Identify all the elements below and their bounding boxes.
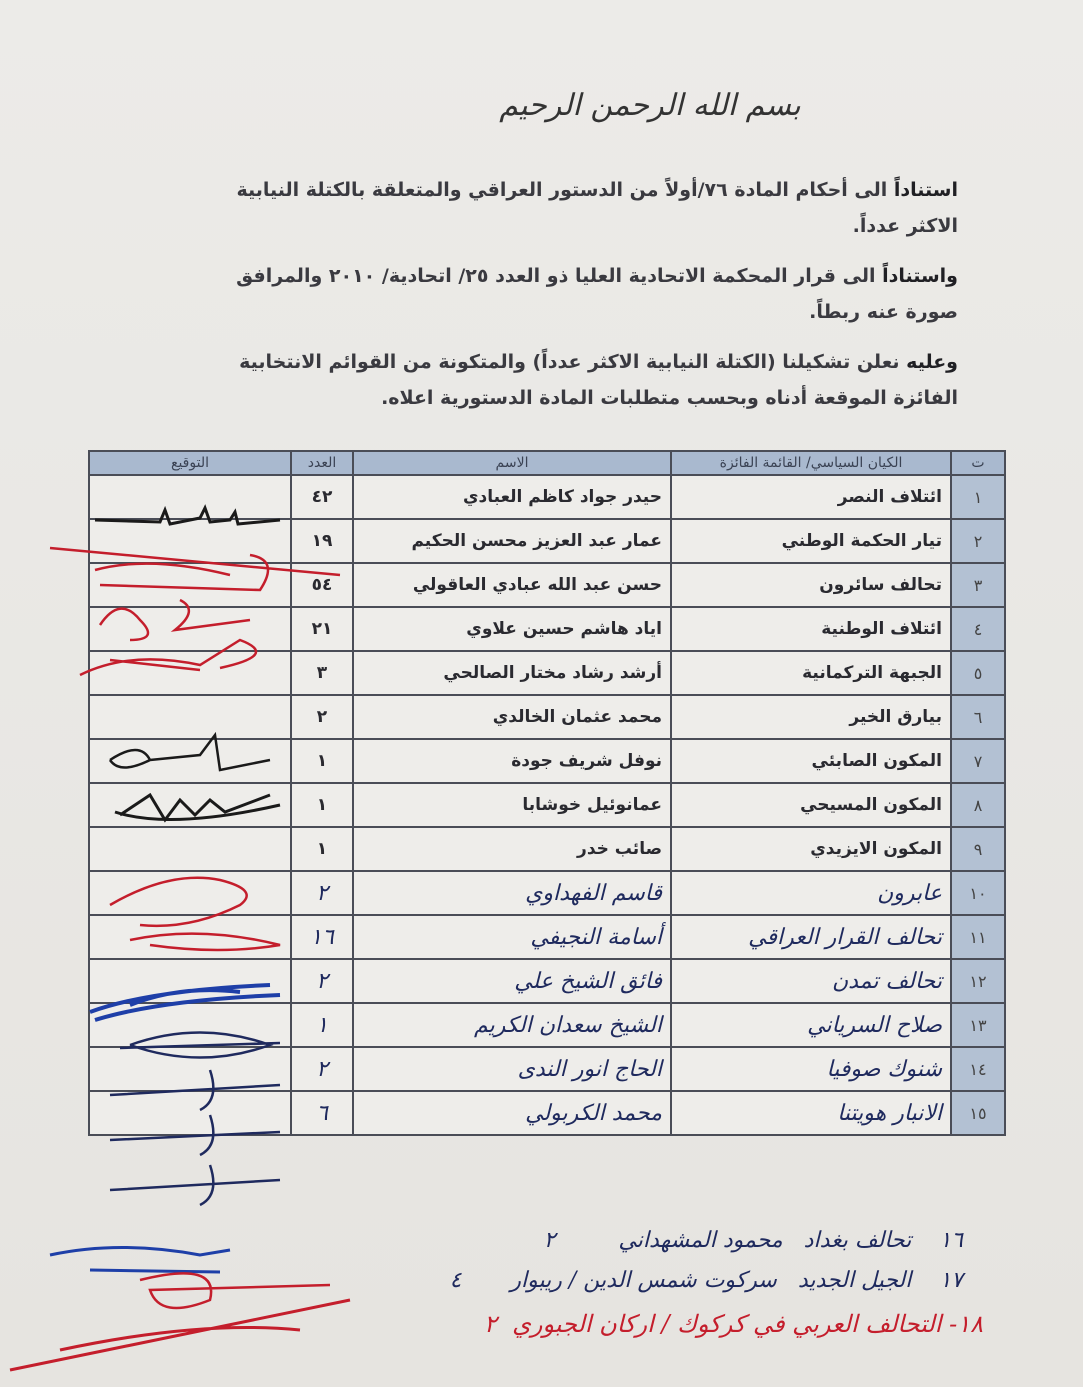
row-count: ٢: [291, 871, 353, 915]
row-entity: تحالف القرار العراقي: [671, 915, 951, 959]
row-number: ١٠: [951, 871, 1005, 915]
header-signature: التوقيع: [89, 451, 291, 475]
coalition-table: [88, 450, 1006, 1136]
row-name: الشيخ سعدان الكريم: [353, 1003, 671, 1047]
paragraph-lead: واستناداً: [882, 265, 958, 287]
table-row: [89, 1091, 1005, 1135]
row-number: ٦: [951, 695, 1005, 739]
row-count: ٢: [291, 695, 353, 739]
table-row: [89, 1003, 1005, 1047]
table-row: [89, 695, 1005, 739]
row-entity: تيار الحكمة الوطني: [671, 519, 951, 563]
row-name: صائب خدر: [353, 827, 671, 871]
row-name: عمار عبد العزيز محسن الحكيم: [353, 519, 671, 563]
table-row: [89, 827, 1005, 871]
entry-count: ٢: [543, 1228, 556, 1253]
header-name: الاسم: [353, 451, 671, 475]
row-signature: [89, 871, 291, 915]
entry-name: محمود المشهداني: [618, 1228, 783, 1253]
row-entity: بيارق الخير: [671, 695, 951, 739]
row-signature: [89, 695, 291, 739]
row-signature: [89, 827, 291, 871]
row-entity: المكون الصابئي: [671, 739, 951, 783]
row-count: ٥٤: [291, 563, 353, 607]
row-number: ٢: [951, 519, 1005, 563]
row-number: ١٥: [951, 1091, 1005, 1135]
preamble-paragraph-2: [198, 258, 958, 330]
entry-count: ٢: [483, 1310, 497, 1338]
table-row: [89, 563, 1005, 607]
row-signature: [89, 519, 291, 563]
row-number: ٨: [951, 783, 1005, 827]
row-entity: تحالف تمدن: [671, 959, 951, 1003]
row-number: ٥: [951, 651, 1005, 695]
row-count: ٤٢: [291, 475, 353, 519]
paragraph-lead: وعليه: [906, 351, 958, 373]
row-name: محمد الكربولي: [353, 1091, 671, 1135]
table-row: [89, 519, 1005, 563]
table-row: [89, 1047, 1005, 1091]
table-row: [89, 783, 1005, 827]
handwritten-entry-17: [450, 1268, 963, 1293]
row-number: ٩: [951, 827, 1005, 871]
row-entity: عابرون: [671, 871, 951, 915]
row-signature: [89, 959, 291, 1003]
row-name: الحاج انور الندى: [353, 1047, 671, 1091]
table-row: [89, 607, 1005, 651]
row-number: ١٣: [951, 1003, 1005, 1047]
row-name: عمانوئيل خوشابا: [353, 783, 671, 827]
row-count: ٣: [291, 651, 353, 695]
entry-no: ١٧: [939, 1268, 963, 1293]
row-signature: [89, 607, 291, 651]
row-number: ١: [951, 475, 1005, 519]
row-count: ١: [291, 1003, 353, 1047]
row-name: أسامة النجيفي: [353, 915, 671, 959]
handwritten-entry-18: ١٨- التحالف العربي في كركوك / اركان الجبوري ٢: [483, 1310, 983, 1338]
table-row: [89, 871, 1005, 915]
basmala-heading: بسم الله الرحمن الرحيم: [499, 88, 801, 123]
row-entity: المكون المسيحي: [671, 783, 951, 827]
row-count: ٢: [291, 1047, 353, 1091]
table-header-row: [89, 451, 1005, 475]
row-signature: [89, 1003, 291, 1047]
row-signature: [89, 783, 291, 827]
row-number: ١١: [951, 915, 1005, 959]
table-row: [89, 739, 1005, 783]
table-row: [89, 915, 1005, 959]
row-entity: تحالف سائرون: [671, 563, 951, 607]
row-signature: [89, 475, 291, 519]
row-signature: [89, 1047, 291, 1091]
entry-name: اركان الجبوري: [512, 1310, 654, 1338]
row-number: ١٤: [951, 1047, 1005, 1091]
row-name: محمد عثمان الخالدي: [353, 695, 671, 739]
entry-count: ٤: [449, 1268, 462, 1293]
paragraph-text: الى أحكام المادة ٧٦/أولاً من الدستور العراقي والمتعلقة بالكتلة النيابية الاكثر عدداً.: [236, 179, 958, 237]
row-count: ١: [291, 827, 353, 871]
row-name: فائق الشيخ علي: [353, 959, 671, 1003]
row-name: أرشد رشاد مختار الصالحي: [353, 651, 671, 695]
row-count: ١٩: [291, 519, 353, 563]
row-entity: شنوك صوفيا: [671, 1047, 951, 1091]
row-entity: صلاح السرياني: [671, 1003, 951, 1047]
row-count: ٦: [291, 1091, 353, 1135]
row-count: ٢١: [291, 607, 353, 651]
paragraph-lead: استناداً: [893, 179, 958, 201]
entry-entity: الجيل الجديد: [797, 1268, 912, 1293]
preamble-paragraph-3: [198, 344, 958, 416]
row-name: حسن عبد الله عبادي العاقولي: [353, 563, 671, 607]
row-name: اياد هاشم حسين علاوي: [353, 607, 671, 651]
header-count: العدد: [291, 451, 353, 475]
paragraph-text: نعلن تشكيلنا (الكتلة النيابية الاكثر عدداً) والمتكونة من القوائم الانتخابية الفائزة الموقعة أدناه وبحسب متطلبات المادة الدستورية اعلاه.: [239, 351, 958, 409]
row-count: ١: [291, 739, 353, 783]
row-number: ١٢: [951, 959, 1005, 1003]
entry-no: ١٨: [957, 1310, 983, 1338]
row-number: ٧: [951, 739, 1005, 783]
row-name: قاسم الفهداوي: [353, 871, 671, 915]
table-row: [89, 959, 1005, 1003]
row-entity: الجبهة التركمانية: [671, 651, 951, 695]
table-row: [89, 475, 1005, 519]
handwritten-entry-16: [544, 1228, 963, 1253]
row-signature: [89, 651, 291, 695]
entry-name: سركوت شمس الدين / ريبوار: [510, 1268, 777, 1293]
row-entity: ائتلاف الوطنية: [671, 607, 951, 651]
row-signature: [89, 563, 291, 607]
row-entity: الانبار هويتنا: [671, 1091, 951, 1135]
paragraph-text: الى قرار المحكمة الاتحادية العليا ذو العدد ٢٥/ اتحادية/ ٢٠١٠ والمرافق صورة عنه ربطاً.: [236, 265, 958, 323]
row-signature: [89, 915, 291, 959]
entry-entity: التحالف العربي في كركوك: [677, 1310, 942, 1338]
row-signature: [89, 739, 291, 783]
row-entity: ائتلاف النصر: [671, 475, 951, 519]
row-count: ٢: [291, 959, 353, 1003]
header-no: ت: [951, 451, 1005, 475]
row-entity: المكون الايزيدي: [671, 827, 951, 871]
entry-no: ١٦: [939, 1228, 963, 1253]
entry-entity: تحالف بغداد: [803, 1228, 912, 1253]
row-count: ١: [291, 783, 353, 827]
row-name: حيدر جواد كاظم العبادي: [353, 475, 671, 519]
table-row: [89, 651, 1005, 695]
row-count: ١٦: [291, 915, 353, 959]
row-number: ٣: [951, 563, 1005, 607]
preamble-paragraph-1: [198, 172, 958, 244]
row-signature: [89, 1091, 291, 1135]
header-entity: الكيان السياسي/ القائمة الفائزة: [671, 451, 951, 475]
row-number: ٤: [951, 607, 1005, 651]
row-name: نوفل شريف جودة: [353, 739, 671, 783]
